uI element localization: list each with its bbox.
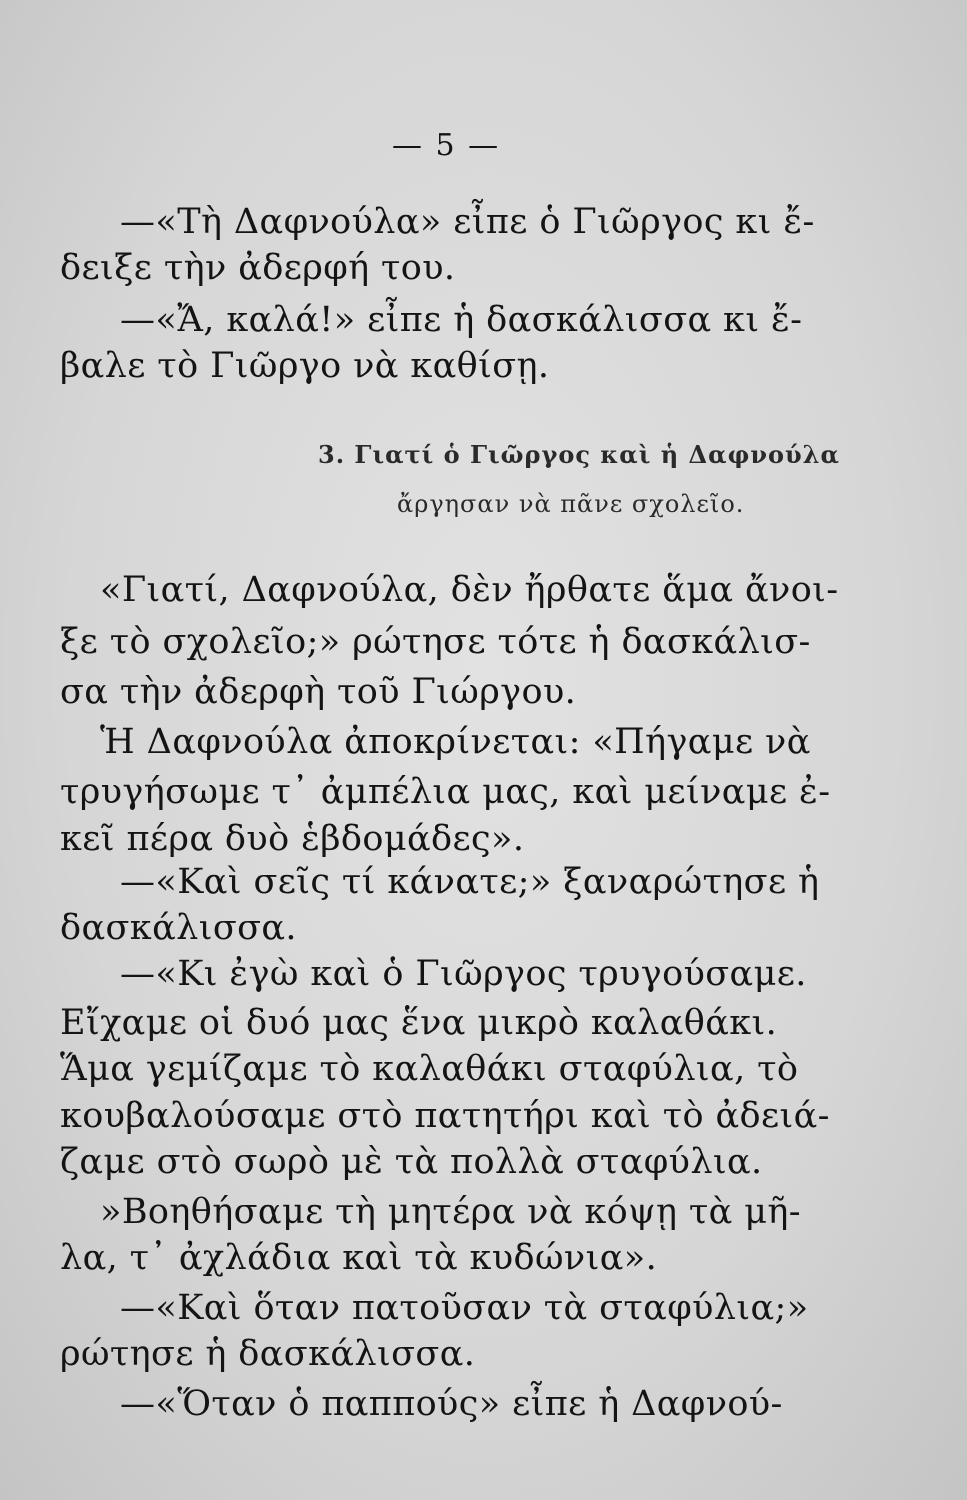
section-heading-line1: 3. Γιατί ὁ Γιῶργος καὶ ἡ Δαφνούλα — [318, 440, 840, 469]
text-line: —«Ἄ, καλά!» εἶπε ἡ δασκάλισσα κι ἔ- — [120, 300, 803, 340]
text-line: —«Κι ἐγὼ καὶ ὁ Γιῶργος τρυγούσαμε. — [120, 954, 807, 994]
text-line: λα, τ᾿ ἀχλάδια καὶ τὰ κυδώνια». — [60, 1238, 658, 1278]
text-line: δειξε τὴν ἀδερφή του. — [60, 248, 456, 288]
text-line: βαλε τὸ Γιῶργο νὰ καθίσῃ. — [60, 346, 550, 386]
section-heading-line2: ἄργησαν νὰ πᾶνε σχολεῖο. — [397, 490, 745, 518]
text-line: Εἴχαμε οἱ δυό μας ἕνα μικρὸ καλαθάκι. — [60, 1003, 778, 1043]
text-line: τρυγήσωμε τ᾿ ἀμπέλια μας, καὶ μείναμε ἐ- — [60, 772, 831, 812]
text-line: Ἡ Δαφνούλα ἀποκρίνεται: «Πήγαμε νὰ — [100, 722, 811, 762]
text-line: ρώτησε ἡ δασκάλισσα. — [60, 1334, 476, 1374]
text-line: «Γιατί, Δαφνούλα, δὲν ἤρθατε ἅμα ἄνοι- — [100, 570, 839, 610]
text-line: ξε τὸ σχολεῖο;» ρώτησε τότε ἡ δασκάλισ- — [60, 622, 811, 662]
text-line: ζαμε στὸ σωρὸ μὲ τὰ πολλὰ σταφύλια. — [60, 1142, 763, 1182]
text-line: δασκάλισσα. — [60, 908, 297, 948]
text-line: —«Τὴ Δαφνούλα» εἶπε ὁ Γιῶργος κι ἔ- — [120, 202, 815, 242]
text-line: —«Καὶ σεῖς τί κάνατε;» ξαναρώτησε ἡ — [120, 862, 820, 902]
text-line: κεῖ πέρα δυὸ ἑβδομάδες». — [60, 819, 525, 859]
text-line: σα τὴν ἀδερφὴ τοῦ Γιώργου. — [60, 672, 577, 712]
text-line: κουβαλούσαμε στὸ πατητήρι καὶ τὸ ἀδειά- — [60, 1096, 830, 1136]
page-number: — 5 — — [392, 128, 501, 163]
text-line: —«Καὶ ὅταν πατοῦσαν τὰ σταφύλια;» — [120, 1288, 809, 1328]
text-line: Ἅμα γεμίζαμε τὸ καλαθάκι σταφύλια, τὸ — [60, 1049, 799, 1089]
text-line: »Βοηθήσαμε τὴ μητέρα νὰ κόψῃ τὰ μῆ- — [100, 1192, 801, 1232]
text-line: —«Ὅταν ὁ παππούς» εἶπε ἡ Δαφνού- — [120, 1384, 783, 1424]
